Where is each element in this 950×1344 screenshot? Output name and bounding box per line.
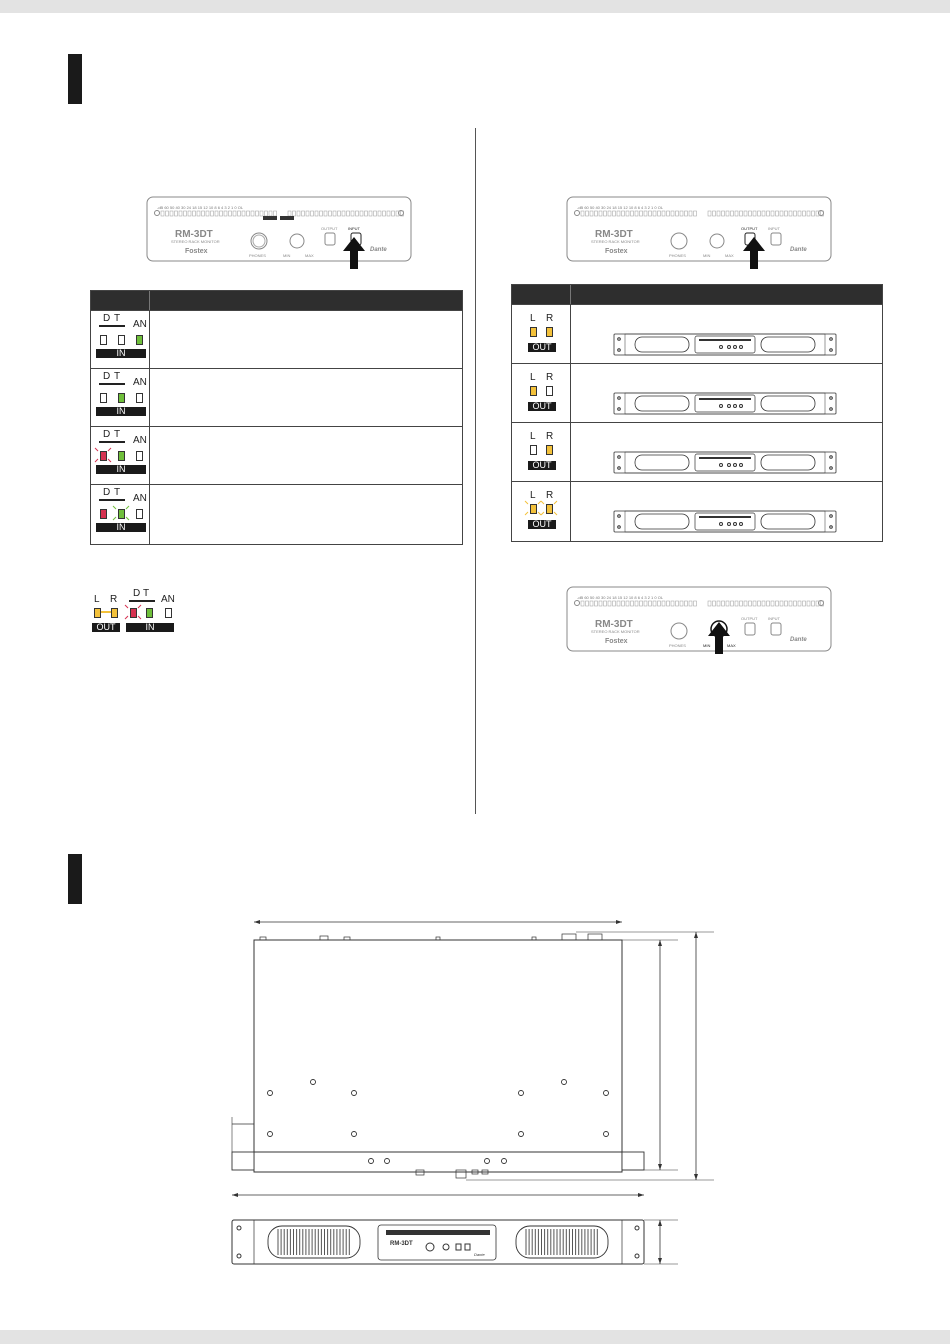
blink-burst-icon <box>540 498 558 518</box>
in-tag: IN <box>96 465 146 474</box>
led-an <box>136 451 143 461</box>
svg-text:OUTPUT: OUTPUT <box>741 226 758 231</box>
led-r <box>546 386 553 396</box>
label-t: T <box>114 487 121 498</box>
in-tag: IN <box>96 349 146 358</box>
led-t <box>118 393 125 403</box>
front-panel-output <box>565 195 835 273</box>
svg-text:STEREO RACK MONITOR: STEREO RACK MONITOR <box>171 239 220 244</box>
svg-text:Dante: Dante <box>790 247 807 253</box>
out-tag: OUT <box>528 520 556 529</box>
rack-unit-icon <box>613 333 837 357</box>
blink-burst-icon <box>94 445 112 465</box>
svg-text:-dB 60 50 40 30 24 18 1: -dB 60 50 40 30 24 18 15 12 10 8 6 4 3 2 1 0 OL <box>577 205 664 210</box>
svg-text:INPUT: INPUT <box>768 226 780 231</box>
front-panel-input <box>145 195 415 273</box>
combined-indicator: L R OUT D T AN IN <box>94 588 175 632</box>
up-arrow-icon <box>741 235 767 271</box>
led-indicator <box>514 480 569 535</box>
led-l <box>530 386 537 396</box>
label-an: AN <box>133 435 147 446</box>
svg-text:RM-3DT: RM-3DT <box>595 619 633 630</box>
label-an: AN <box>133 493 147 504</box>
svg-text:MAX: MAX <box>727 643 736 648</box>
label-t: T <box>114 313 121 324</box>
svg-text:OUTPUT: OUTPUT <box>321 226 338 231</box>
blink-burst-icon <box>112 503 130 523</box>
label-r: R <box>546 372 554 383</box>
label-t: T <box>114 371 121 382</box>
svg-text:Dante: Dante <box>370 247 387 253</box>
label-r: R <box>546 431 554 442</box>
led-indicator <box>514 421 569 476</box>
overline <box>99 383 125 385</box>
column-divider <box>475 128 476 814</box>
label-l: L <box>530 313 536 324</box>
svg-text:Fostex: Fostex <box>605 248 628 255</box>
led-d <box>100 335 107 345</box>
svg-text:INPUT: INPUT <box>768 616 780 621</box>
svg-text:RM-3DT: RM-3DT <box>595 229 633 240</box>
svg-text:MIN: MIN <box>703 643 711 648</box>
led-an <box>136 335 143 345</box>
rack-unit-icon <box>613 451 837 475</box>
svg-text:-dB 60 50 40 30 24 18 1: -dB 60 50 40 30 24 18 15 12 10 8 6 4 3 2 1 0 OL <box>157 205 244 210</box>
rack-unit-icon <box>613 510 837 534</box>
svg-text:STEREO RACK MONITOR: STEREO RACK MONITOR <box>591 239 640 244</box>
led-r <box>546 445 553 455</box>
in-tag: IN <box>96 523 146 532</box>
svg-text:PHONES: PHONES <box>669 643 686 648</box>
top-band <box>0 0 950 13</box>
svg-text:Dante: Dante <box>474 1252 485 1257</box>
label-an: AN <box>133 319 147 330</box>
svg-text:MIN: MIN <box>283 253 291 258</box>
label-r: R <box>546 313 554 324</box>
led-d <box>100 509 107 519</box>
front-panel-volume <box>565 585 835 663</box>
overline <box>99 325 125 327</box>
table-header <box>91 291 462 310</box>
svg-text:Fostex: Fostex <box>185 248 208 255</box>
out-tag: OUT <box>528 402 556 411</box>
svg-text:Fostex: Fostex <box>605 638 628 645</box>
label-r: R <box>546 490 554 501</box>
led-indicator <box>93 367 148 421</box>
svg-text:-dB 60 50 40 30 24 18 1: -dB 60 50 40 30 24 18 15 12 10 8 6 4 3 2 1 0 OL <box>577 595 664 600</box>
overline <box>99 499 125 501</box>
label-d: D <box>103 313 111 324</box>
label-d: D <box>103 429 111 440</box>
label-l: L <box>530 490 536 501</box>
table-header <box>512 285 882 304</box>
section-marker-1 <box>68 54 82 104</box>
svg-text:INPUT: INPUT <box>348 226 360 231</box>
led-t <box>118 335 125 345</box>
bottom-band <box>0 1330 950 1344</box>
label-an: AN <box>133 377 147 388</box>
svg-text:PHONES: PHONES <box>249 253 266 258</box>
led-an <box>136 393 143 403</box>
svg-text:Dante: Dante <box>790 637 807 643</box>
up-arrow-icon <box>341 235 367 271</box>
led-l <box>530 327 537 337</box>
out-tag: OUT <box>528 343 556 352</box>
dimension-drawing <box>220 912 720 1272</box>
svg-text:PHONES: PHONES <box>669 253 686 258</box>
led-indicator <box>514 303 569 358</box>
label-l: L <box>530 372 536 383</box>
section-marker-2 <box>68 854 82 904</box>
up-arrow-icon <box>706 620 732 656</box>
out-tag: OUT <box>528 461 556 470</box>
rack-unit-icon <box>613 392 837 416</box>
led-d <box>100 393 107 403</box>
led-r <box>546 327 553 337</box>
overline <box>99 441 125 443</box>
label-l: L <box>530 431 536 442</box>
svg-text:STEREO RACK MONITOR: STEREO RACK MONITOR <box>591 629 640 634</box>
led-indicator <box>514 362 569 417</box>
svg-text:OUTPUT: OUTPUT <box>741 616 758 621</box>
led-t <box>118 451 125 461</box>
svg-text:MAX: MAX <box>725 253 734 258</box>
label-d: D <box>103 487 111 498</box>
svg-text:MIN: MIN <box>703 253 711 258</box>
label-t: T <box>114 429 121 440</box>
led-indicator <box>93 309 148 363</box>
in-tag: IN <box>96 407 146 416</box>
led-an <box>136 509 143 519</box>
led-indicator <box>93 425 148 479</box>
svg-text:MAX: MAX <box>305 253 314 258</box>
svg-text:RM-3DT: RM-3DT <box>175 229 213 240</box>
led-l <box>530 445 537 455</box>
led-indicator <box>93 483 148 537</box>
label-d: D <box>103 371 111 382</box>
svg-text:RM-3DT: RM-3DT <box>390 1241 413 1247</box>
